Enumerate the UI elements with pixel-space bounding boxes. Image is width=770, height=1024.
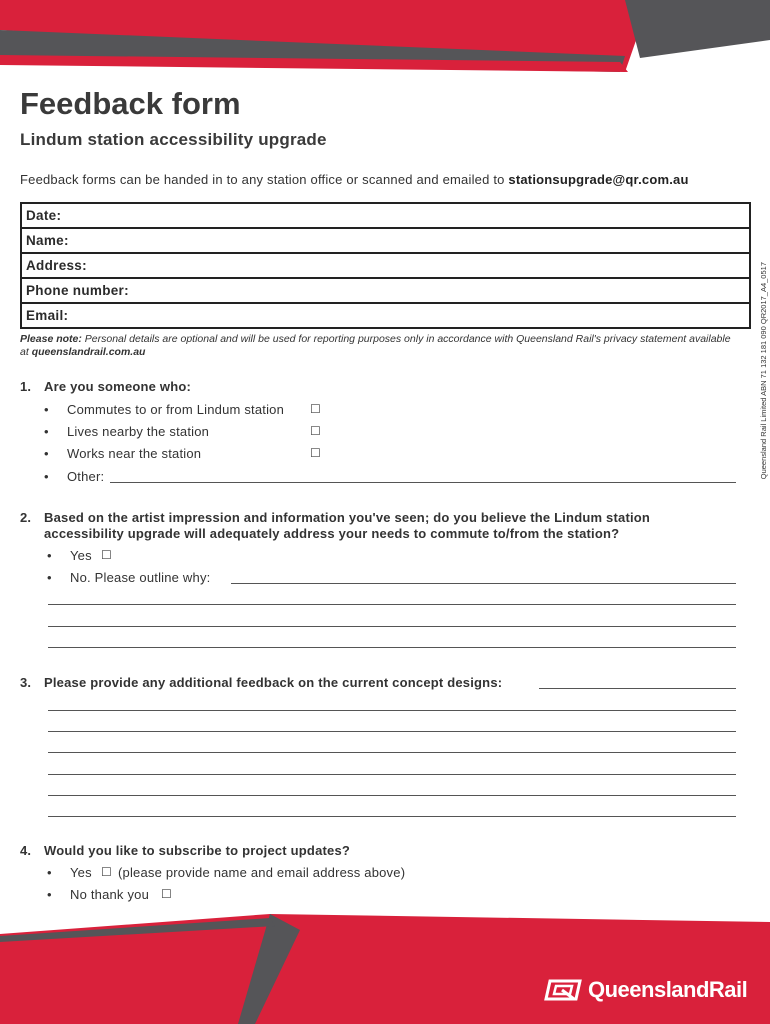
- q2-reason-line-2[interactable]: [48, 604, 736, 605]
- question-4-text: Would you like to subscribe to project updates?: [44, 843, 351, 858]
- bullet-icon: •: [44, 402, 49, 417]
- bullet-icon: •: [47, 548, 52, 563]
- email-field[interactable]: Email:: [26, 308, 69, 323]
- q3-feedback-line-5[interactable]: [48, 774, 736, 775]
- q4-option-no-label: No thank you: [70, 887, 150, 902]
- q2-option-yes-label: Yes: [70, 548, 92, 563]
- privacy-note-text: Personal details are optional and will be used for reporting purposes only in accordance with Queensland Rail's privacy statement available at: [20, 333, 731, 358]
- bullet-icon: •: [44, 446, 49, 461]
- question-1: [20, 379, 191, 395]
- privacy-note-label: Please note:: [20, 333, 82, 345]
- q2-option-no-label: No. Please outline why:: [70, 570, 211, 585]
- bullet-icon: •: [47, 865, 52, 880]
- bottom-banner: [0, 912, 770, 1024]
- q1-option-other: [44, 469, 105, 484]
- q1-option-works-label: Works near the station: [67, 446, 202, 461]
- question-3-text: Please provide any additional feedback on the current concept designs:: [44, 675, 503, 690]
- question-2-text-line2: accessibility upgrade will adequately address your needs to commute to/from the station?: [44, 526, 620, 541]
- q1-works-checkbox[interactable]: ☐: [310, 446, 321, 460]
- q3-feedback-line-1[interactable]: [539, 688, 736, 689]
- date-field[interactable]: Date:: [22, 204, 749, 229]
- bullet-icon: •: [44, 469, 49, 484]
- intro-text: [20, 172, 689, 187]
- q1-option-lives: [44, 424, 210, 439]
- q2-reason-line-3[interactable]: [48, 626, 736, 627]
- question-4-number: 4.: [20, 843, 32, 858]
- privacy-link[interactable]: queenslandrail.com.au: [31, 346, 146, 358]
- q2-reason-line-1[interactable]: [231, 583, 736, 584]
- question-3-number: 3.: [20, 675, 32, 690]
- q1-other-input-line[interactable]: [110, 482, 736, 483]
- address-field[interactable]: Address:: [22, 254, 749, 279]
- q4-option-no: [47, 887, 150, 902]
- q4-option-yes: [47, 865, 92, 880]
- q1-lives-checkbox[interactable]: ☐: [310, 424, 321, 438]
- question-1-number: 1.: [20, 379, 32, 394]
- top-banner: [0, 0, 770, 80]
- privacy-note: [20, 333, 740, 359]
- q1-option-commutes: [44, 402, 285, 417]
- bullet-icon: •: [47, 570, 52, 585]
- question-2: [20, 510, 650, 542]
- q3-feedback-line-2[interactable]: [48, 710, 736, 711]
- question-1-text: Are you someone who:: [44, 379, 192, 394]
- q4-option-yes-label: Yes: [70, 865, 92, 880]
- q1-option-commutes-label: Commutes to or from Lindum station: [67, 402, 285, 417]
- question-2-text-line1: Based on the artist impression and information you've seen; do you believe the Lindum station: [44, 510, 651, 525]
- name-field[interactable]: Name:: [22, 229, 749, 254]
- question-3: [20, 675, 502, 691]
- queensland-rail-logo: [544, 977, 747, 1003]
- q2-reason-line-4[interactable]: [48, 647, 736, 648]
- qr-emblem-icon: [544, 979, 584, 1001]
- personal-details-table: [20, 202, 751, 329]
- q3-feedback-line-6[interactable]: [48, 795, 736, 796]
- abn-side-note: Queensland Rail Limited ABN 71 132 181 090 QR2017_A4_0517: [759, 262, 768, 480]
- page-subtitle: Lindum station accessibility upgrade: [20, 130, 327, 149]
- q1-option-lives-label: Lives nearby the station: [67, 424, 210, 439]
- q4-yes-note: (please provide name and email address above): [118, 865, 406, 880]
- q2-option-yes: [47, 548, 92, 563]
- intro-body: Feedback forms can be handed in to any station office or scanned and emailed to: [20, 172, 509, 187]
- q3-feedback-line-3[interactable]: [48, 731, 736, 732]
- q4-no-checkbox[interactable]: ☐: [161, 887, 172, 901]
- q3-feedback-line-7[interactable]: [48, 816, 736, 817]
- q1-commutes-checkbox[interactable]: ☐: [310, 402, 321, 416]
- phone-field[interactable]: Phone number:: [22, 279, 749, 304]
- contact-email[interactable]: stationsupgrade@qr.com.au: [508, 172, 689, 187]
- bullet-icon: •: [44, 424, 49, 439]
- logo-text: QueenslandRail: [588, 977, 748, 1002]
- question-2-number: 2.: [20, 510, 32, 525]
- q4-yes-checkbox[interactable]: ☐: [101, 865, 112, 879]
- question-4: [20, 843, 350, 859]
- q3-feedback-line-4[interactable]: [48, 752, 736, 753]
- q1-option-other-label: Other:: [67, 469, 105, 484]
- q1-option-works: [44, 446, 202, 461]
- q2-yes-checkbox[interactable]: ☐: [101, 548, 112, 562]
- bullet-icon: •: [47, 887, 52, 902]
- page-title: Feedback form: [20, 86, 241, 121]
- q2-option-no: [47, 570, 211, 585]
